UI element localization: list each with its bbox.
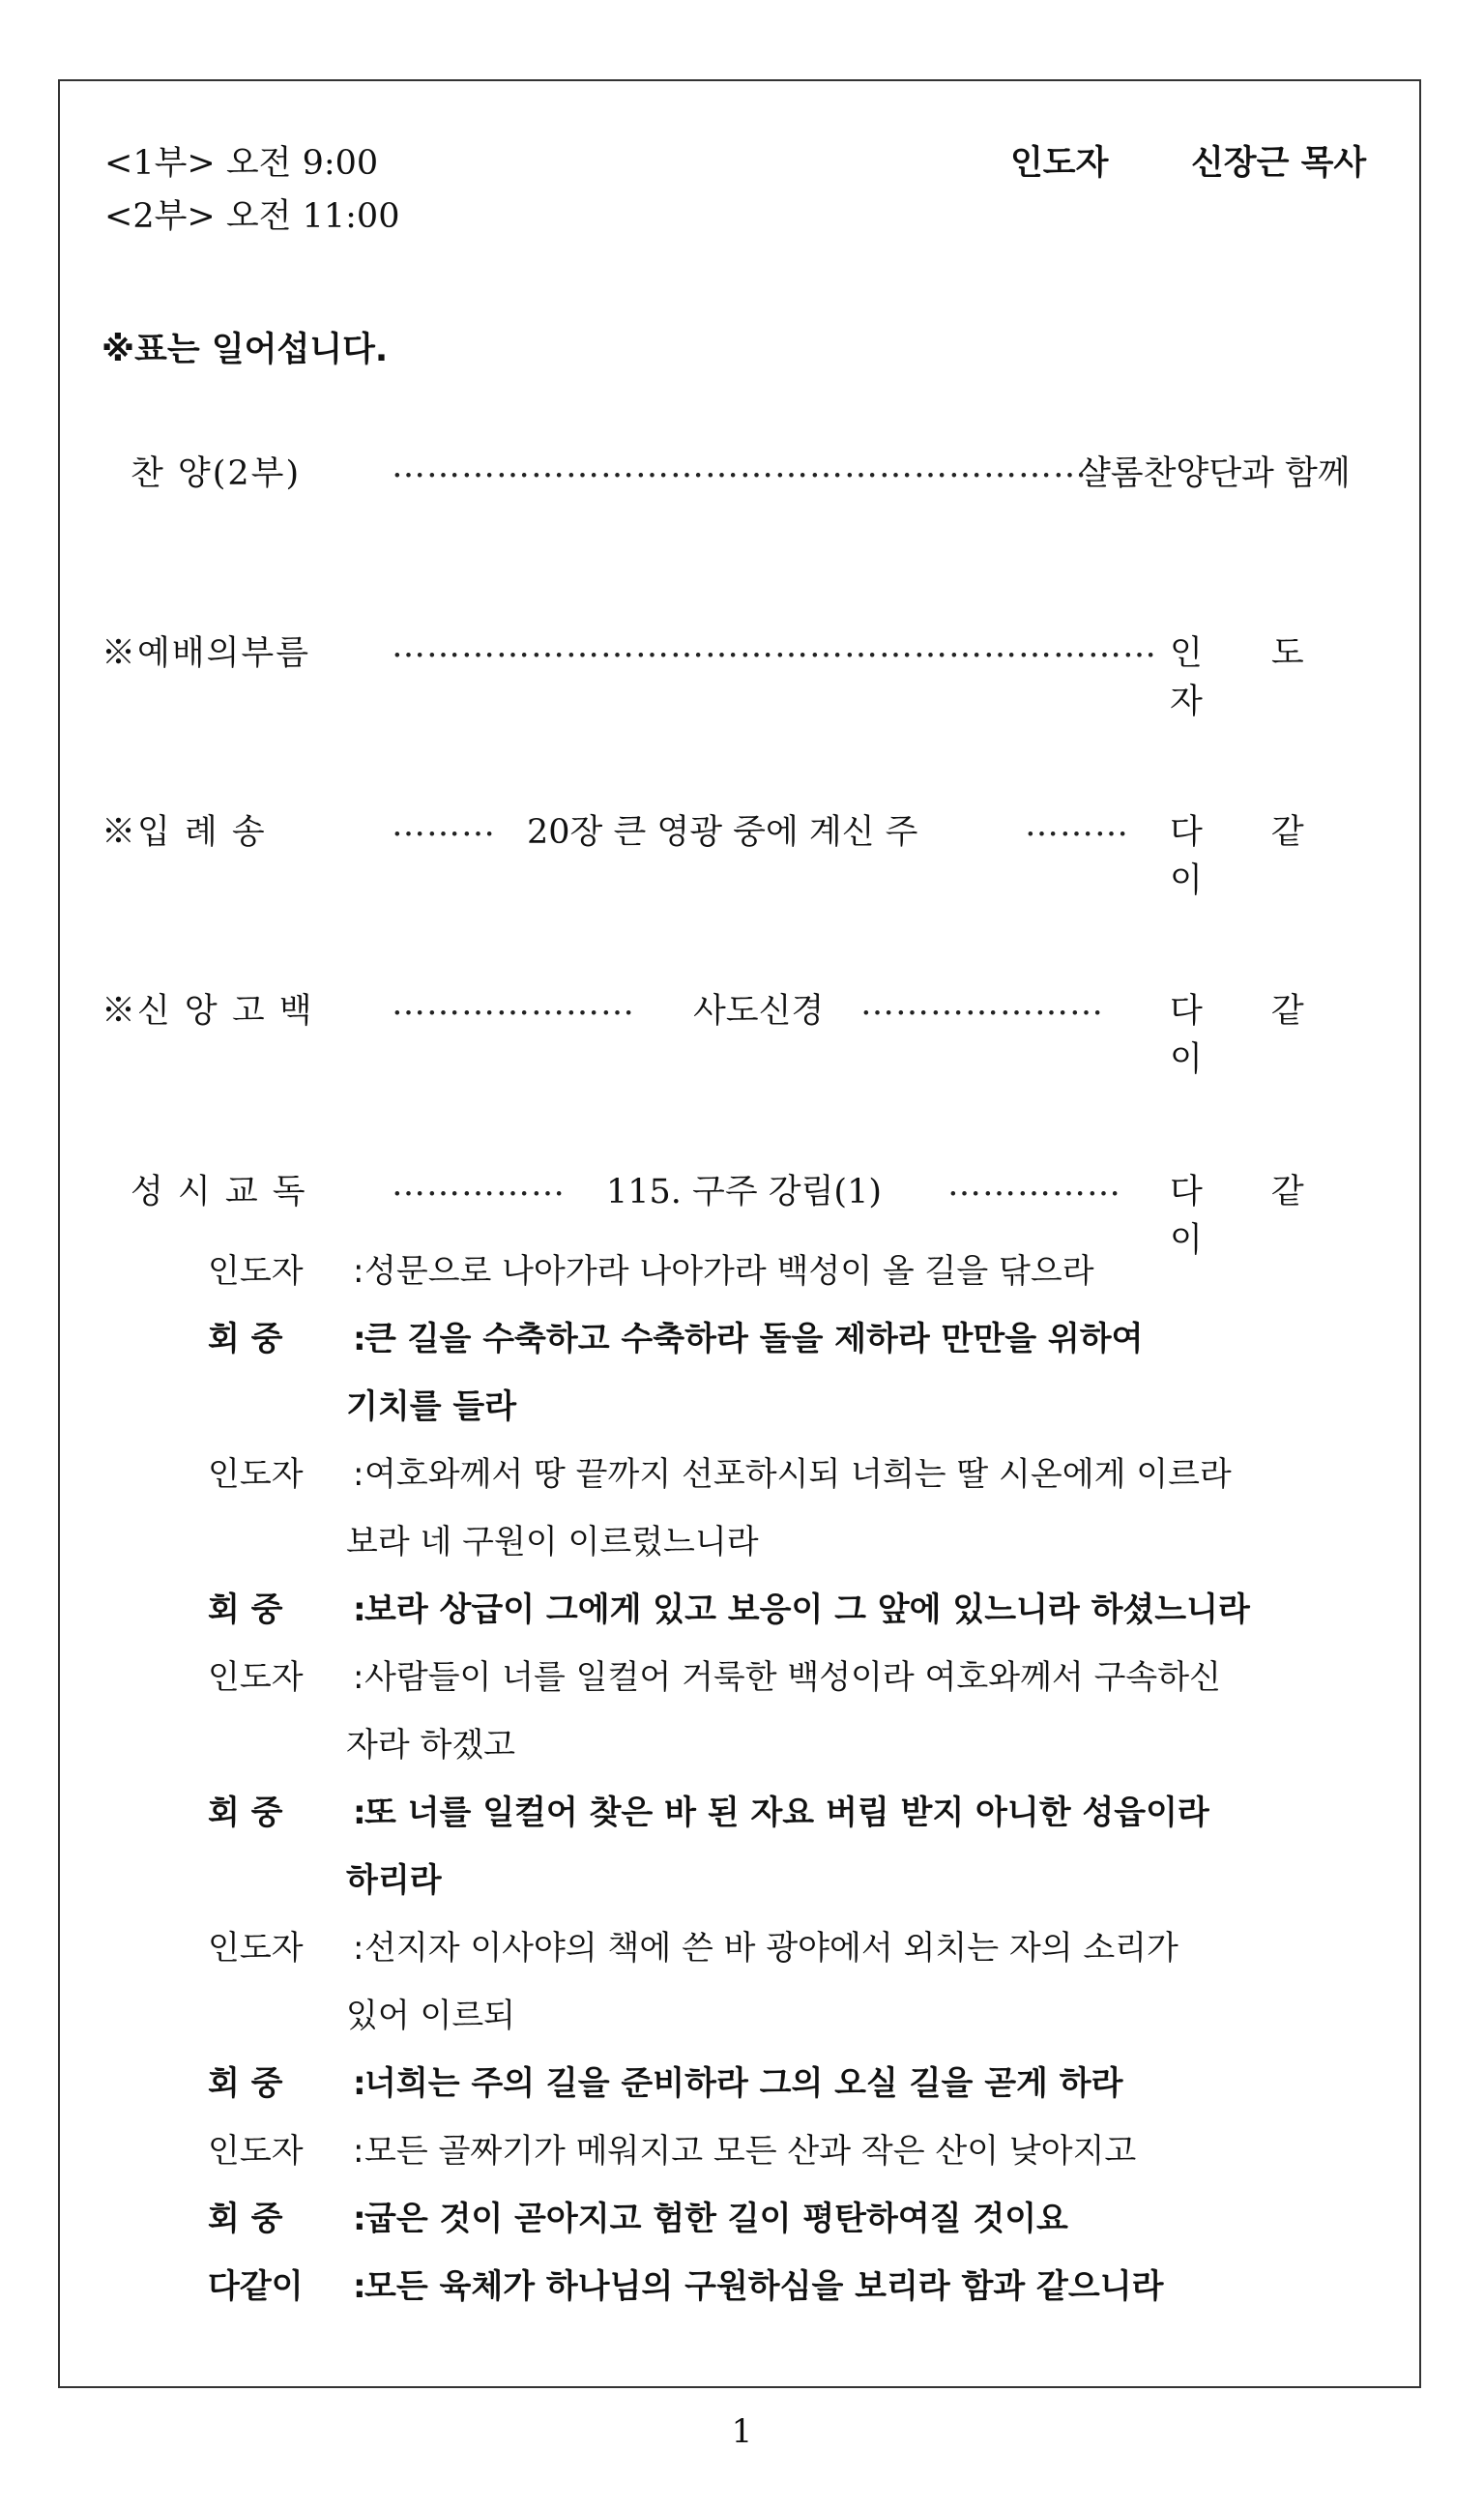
reading-line: 하리라: [346, 1861, 442, 1900]
reading-line: 인도자 :성문으로 나아가라 나아가라 백성이 올 길을 닦으라: [208, 1252, 1094, 1291]
order-person: 다 같 이: [1170, 992, 1333, 1079]
order-title: 사도신경: [693, 992, 825, 1031]
order-label: ※예배의부름: [102, 634, 311, 673]
leader-name: 신장근 목사: [1191, 144, 1367, 183]
leader-dots: …………………………………………………………: [392, 627, 1157, 665]
service-time-1: <1부> 오전 9:00: [104, 144, 379, 183]
reading-line: 자라 하겠고: [346, 1726, 516, 1765]
reading-line: 회 중 :굽은 것이 곧아지고 험한 길이 평탄하여질 것이요: [208, 2200, 1068, 2238]
reading-line: 인도자 :선지자 이사야의 책에 쓴 바 광야에서 외치는 자의 소리가: [208, 1929, 1178, 1968]
leader-dots: ……………………………………………………: [392, 447, 1088, 485]
order-label: 성 시 교 독: [131, 1173, 307, 1211]
reading-line: 보라 네 구원이 이르렀느니라: [346, 1523, 759, 1561]
order-person: 인 도 자: [1170, 634, 1333, 721]
order-label: ※입 례 송: [102, 813, 267, 852]
order-label: ※신 앙 고 백: [102, 992, 314, 1031]
order-item-entrance-hymn: [102, 805, 1378, 900]
page-number: 1: [731, 2412, 753, 2451]
reading-line: 회 중 :큰 길을 수축하고 수축하라 돌을 제하라 만만을 위하여: [208, 1320, 1144, 1358]
reading-line: 인도자 :사람들이 너를 일컬어 거룩한 백성이라 여호와께서 구속하신: [208, 1658, 1221, 1697]
leader-dots: ……………: [392, 1165, 566, 1204]
order-title: 20장 큰 영광 중에 계신 주: [527, 813, 918, 852]
reading-line: 인도자 :모든 골짜기가 메워지고 모든 산과 작은 산이 낮아지고: [208, 2132, 1137, 2171]
reading-line: 기치를 들라: [346, 1387, 517, 1426]
reading-line: 인도자 :여호와께서 땅 끝까지 선포하시되 너희는 딸 시온에게 이르라: [208, 1455, 1232, 1494]
leader-dots: ………: [1025, 805, 1129, 844]
order-person: 다 같 이: [1170, 813, 1333, 900]
order-item-creed: [102, 984, 1378, 1079]
service-time-2: <2부> 오전 11:00: [104, 197, 400, 236]
leader-label: 인도자: [1010, 144, 1109, 183]
order-item-call-to-worship: [102, 627, 1378, 721]
reading-line: 회 중 :보라 상급이 그에게 있고 보응이 그 앞에 있느니라 하셨느니라: [208, 1590, 1250, 1629]
standing-notice: ※표는 일어섭니다.: [102, 331, 389, 369]
order-person: 샬롬찬양단과 함께: [1078, 454, 1351, 493]
leader-dots: …………………: [392, 984, 635, 1023]
order-label: 찬 양(2부): [131, 454, 302, 493]
reading-line: 회 중 :또 너를 일컬어 찾은 바 된 자요 버림 받지 아니한 성읍이라: [208, 1794, 1209, 1832]
order-item-responsive-reading: [102, 1165, 1378, 1260]
reading-line: 있어 이르되: [346, 1997, 516, 2035]
leader-dots: …………………: [860, 984, 1104, 1023]
order-item-praise: [102, 447, 1378, 495]
leader-dots: ………: [392, 805, 496, 844]
reading-line: 다같이 :모든 육체가 하나님의 구원하심을 보리라 함과 같으니라: [208, 2267, 1164, 2306]
reading-line: 회 중 :너희는 주의 길을 준비하라 그의 오실 길을 곧게 하라: [208, 2064, 1123, 2103]
order-title: 115. 구주 강림(1): [606, 1173, 882, 1211]
leader-dots: ……………: [947, 1165, 1121, 1204]
order-person: 다 같 이: [1170, 1173, 1333, 1260]
